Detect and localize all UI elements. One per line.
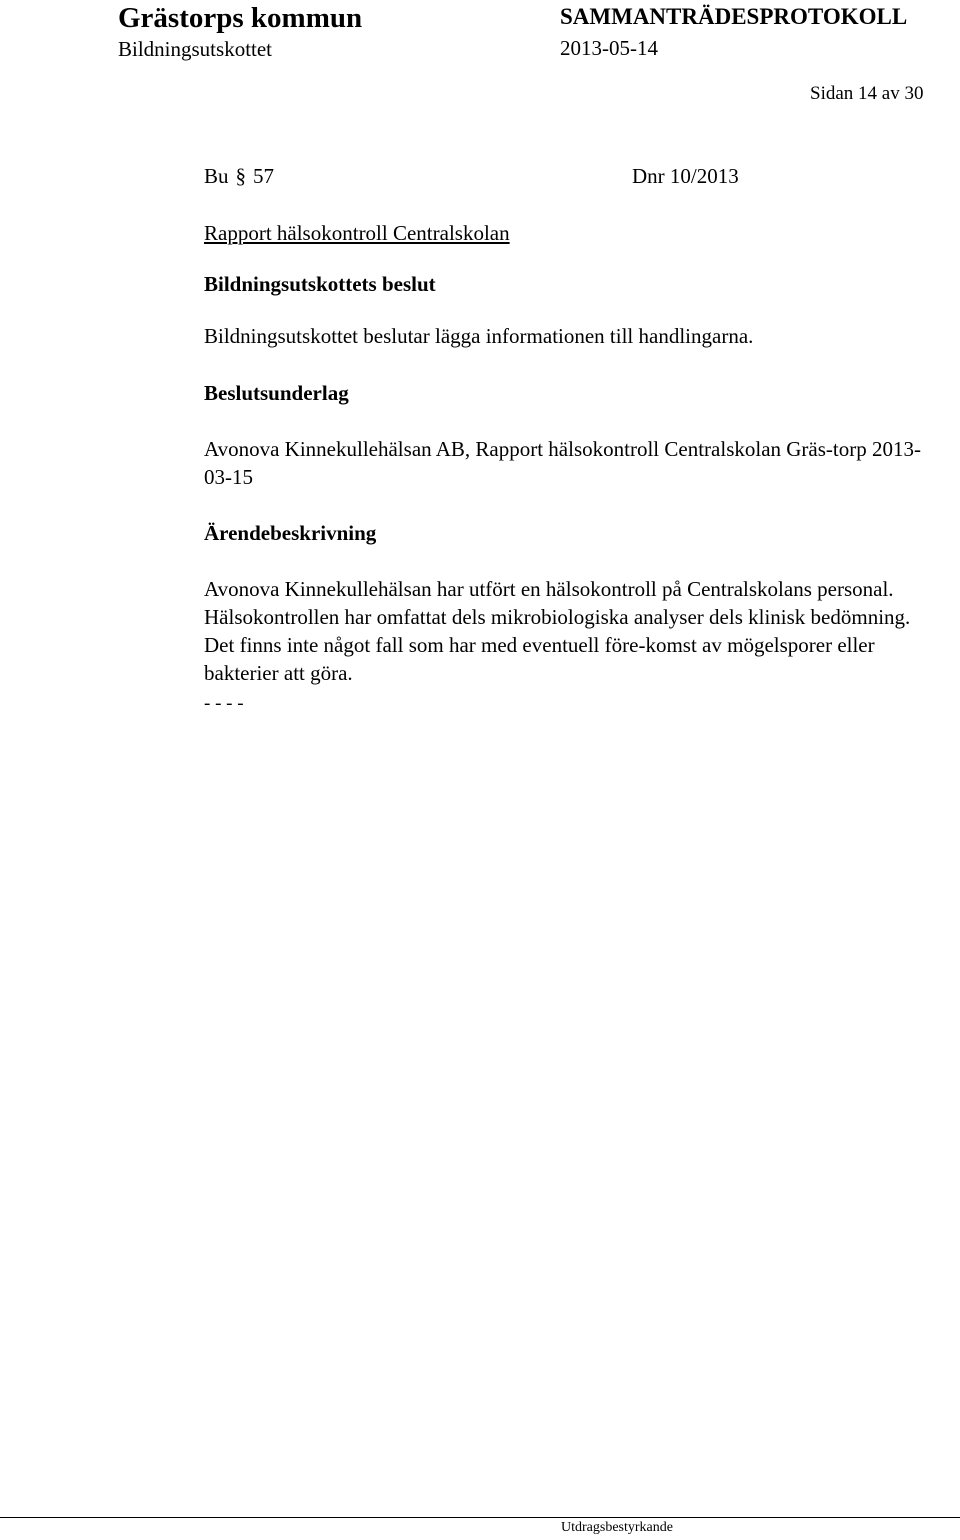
footer-label: Utdragsbestyrkande <box>561 1520 673 1535</box>
description-heading: Ärendebeskrivning <box>204 521 377 545</box>
page-number: Sidan 14 av 30 <box>810 83 924 104</box>
basis-heading: Beslutsunderlag <box>204 381 349 405</box>
basis-text: Avonova Kinnekullehälsan AB, Rapport hälsokontroll Centralskolan Gräs-torp 2013-03-15 <box>204 437 921 489</box>
decision-heading: Bildningsutskottets beslut <box>204 272 436 296</box>
end-marker: - - - - <box>204 693 244 714</box>
meeting-date: 2013-05-14 <box>560 36 658 60</box>
description-text: Avonova Kinnekullehälsan har utfört en hälsokontroll på Centralskolans personal. Hälsokontrollen har omfattat dels mikrobiologiska analyser dels klinisk bedömning. Det finns inte något fall som har med eventuell före-komst av mögelsporer eller bakterier att göra. <box>204 577 911 685</box>
registration-number: Dnr 10/2013 <box>632 164 739 188</box>
case-prefix: Bu <box>204 164 229 188</box>
document-type: SAMMANTRÄDESPROTOKOLL <box>560 4 908 29</box>
case-number <box>204 164 274 189</box>
committee-name: Bildningsutskottet <box>118 37 273 61</box>
footer-divider <box>0 1517 960 1518</box>
case-number-value: 57 <box>253 164 275 188</box>
organization-name: Grästorps kommun <box>118 2 363 34</box>
case-subject: Rapport hälsokontroll Centralskolan <box>204 221 510 245</box>
paragraph-symbol: § <box>235 164 247 188</box>
decision-text: Bildningsutskottet beslutar lägga informationen till handlingarna. <box>204 324 754 348</box>
